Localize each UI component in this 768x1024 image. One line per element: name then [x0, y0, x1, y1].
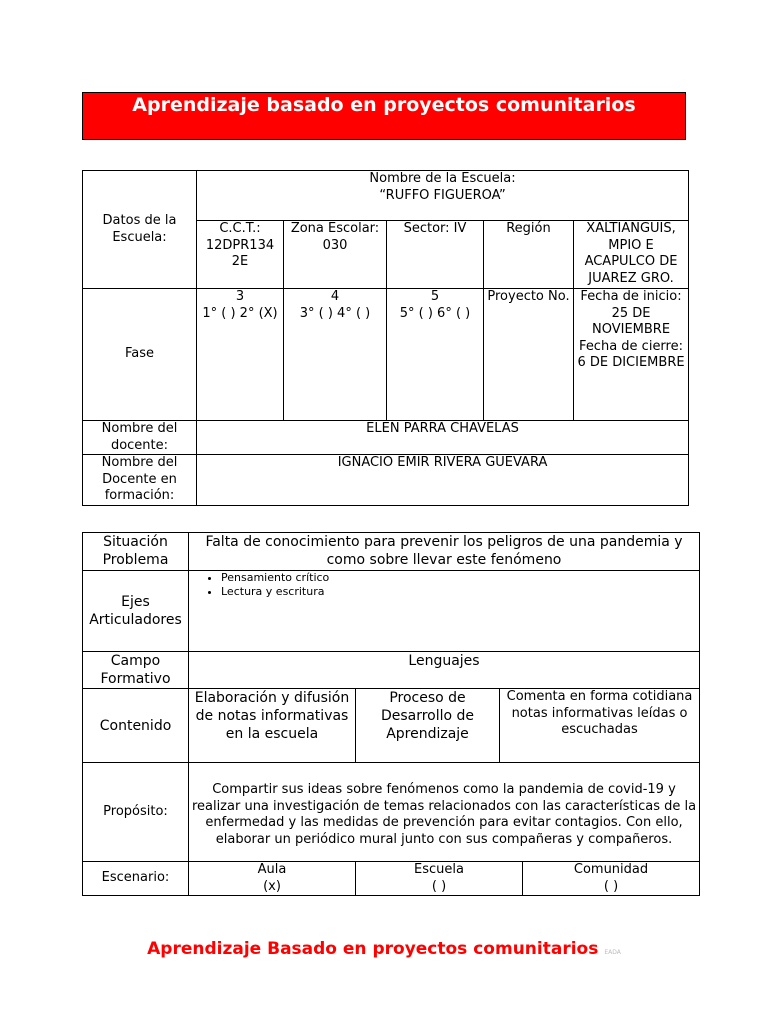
campo-label: Campo Formativo	[83, 652, 189, 689]
proposito-text: Compartir sus ideas sobre fenómenos como la pandemia de covid-19 y realizar una investigación de temas relacionados con las características de la enfermedad y las medidas de prevención para evitar contagios. Con ello, elaborar un periódico mural junto con sus compañeras y compañeros.	[189, 763, 700, 862]
escenario-comunidad	[523, 862, 700, 896]
list-item: • Lectura y escritura	[221, 585, 697, 599]
fechas	[574, 289, 689, 421]
escenario-label: Escenario:	[83, 862, 189, 896]
formacion-label: Nombre del Docente en formación:	[83, 455, 197, 506]
ejes-list	[191, 571, 697, 599]
contenido-text: Elaboración y difusión de notas informativas en la escuela	[189, 689, 356, 763]
datos-escuela-label: Datos de la Escuela:	[83, 171, 197, 289]
fase-5	[387, 289, 484, 421]
fase-4	[284, 289, 387, 421]
escuela-label: Escuela	[414, 862, 464, 877]
sector: Sector: IV	[387, 221, 484, 289]
campo-text: Lenguajes	[189, 652, 700, 689]
docente-label: Nombre del docente:	[83, 421, 197, 455]
fecha-cierre: 6 DE DICIEMBRE	[577, 355, 685, 370]
aula-label: Aula	[257, 862, 287, 877]
comunidad-mark: ( )	[603, 878, 619, 894]
formacion-name: IGNACIO EMIR RIVERA GUEVARA	[197, 455, 689, 506]
docente-name: ELEN PARRA CHAVELAS	[197, 421, 689, 455]
cct: C.C.T.: 12DPR134 2E	[197, 221, 284, 289]
comunidad-label: Comunidad	[573, 862, 649, 877]
region-label: Región	[484, 221, 574, 289]
fase-3	[197, 289, 284, 421]
fecha-inicio-label: Fecha de inicio:	[580, 289, 682, 304]
location: XALTIANGUIS, MPIO E ACAPULCO DE JUAREZ GRO.	[574, 221, 689, 289]
proposito-label: Propósito:	[83, 763, 189, 862]
project-table	[82, 532, 700, 896]
fase-3-grades: 1° ( ) 2° (X)	[202, 305, 278, 321]
fecha-inicio: 25 DE NOVIEMBRE	[591, 305, 671, 337]
fase-5-grades: 5° ( ) 6° ( )	[399, 305, 471, 321]
list-item: • Pensamiento crítico	[221, 571, 697, 585]
footer-title: Aprendizaje Basado en proyectos comunitarios	[147, 939, 599, 959]
fecha-cierre-label: Fecha de cierre:	[579, 338, 683, 354]
situacion-label: Situación Problema	[83, 533, 189, 571]
page-title: Aprendizaje basado en proyectos comunitarios	[132, 94, 636, 116]
escenario-escuela	[356, 862, 523, 896]
pda-text: Comenta en forma cotidiana notas informativas leídas o escuchadas	[500, 689, 700, 763]
pda-label: Proceso de Desarrollo de Aprendizaje	[356, 689, 500, 763]
proyecto-no: Proyecto No.	[484, 289, 574, 421]
footer	[0, 939, 768, 959]
school-data-table	[82, 170, 689, 506]
title-banner	[82, 92, 686, 140]
ejes-label: Ejes Articuladores	[83, 571, 189, 652]
fase-4-number: 4	[330, 289, 340, 304]
ejes-list-cell	[189, 571, 700, 652]
school-name-label: Nombre de la Escuela:	[369, 171, 516, 186]
fase-5-number: 5	[430, 289, 440, 304]
fase-label: Fase	[83, 289, 197, 421]
escenario-aula	[189, 862, 356, 896]
zona-escolar: Zona Escolar: 030	[284, 221, 387, 289]
escuela-mark: ( )	[431, 878, 447, 894]
contenido-label: Contenido	[83, 689, 189, 763]
school-name: “RUFFO FIGUEROA”	[379, 187, 506, 203]
fase-3-number: 3	[235, 289, 245, 304]
aula-mark: (x)	[263, 878, 281, 894]
situacion-text: Falta de conocimiento para prevenir los peligros de una pandemia y como sobre llevar este fenómeno	[189, 533, 700, 571]
watermark: EADA	[604, 949, 621, 956]
school-name-cell	[197, 171, 689, 221]
fase-4-grades: 3° ( ) 4° ( )	[299, 305, 371, 321]
